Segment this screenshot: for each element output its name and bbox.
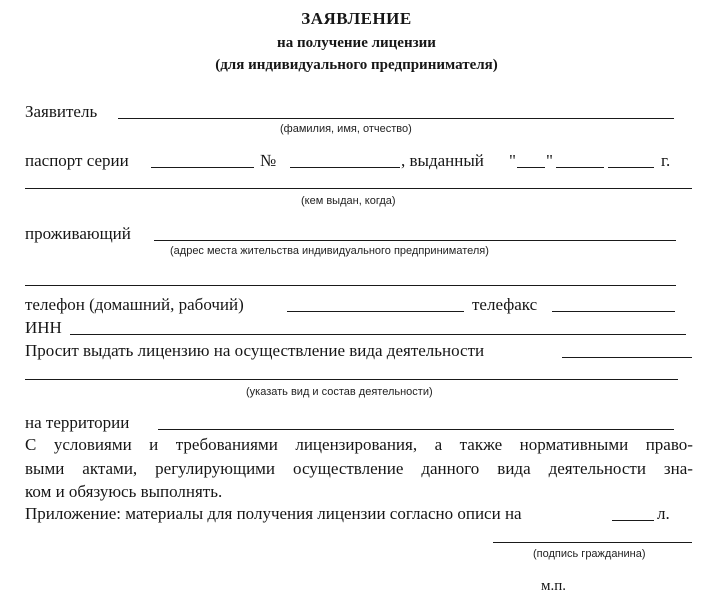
- year-suffix: г.: [661, 151, 671, 170]
- word: лицензирования,: [295, 435, 418, 454]
- word: регулирующими: [155, 459, 276, 478]
- stamp-label: м.п.: [541, 578, 567, 594]
- inn-field[interactable]: [70, 334, 686, 335]
- phone-label: телефон (домашний, рабочий): [25, 295, 244, 314]
- signature-field[interactable]: [493, 542, 692, 543]
- residence-caption: (адрес места жительства индивидуального предпринимателя): [170, 245, 489, 257]
- document-subtitle-2: (для индивидуального предпринимателя): [215, 57, 498, 73]
- quote-open: ": [509, 151, 516, 170]
- conditions-line-2: [25, 460, 693, 477]
- issue-day-field[interactable]: [517, 167, 545, 168]
- issue-month-field[interactable]: [556, 167, 604, 168]
- inn-label: ИНН: [25, 318, 62, 337]
- word: С: [25, 435, 37, 454]
- document-title: ЗАЯВЛЕНИЕ: [301, 9, 412, 28]
- word: выми: [25, 459, 65, 478]
- word: право-: [645, 435, 693, 454]
- attachment-text: Приложение: материалы для получения лицензии согласно описи на: [25, 504, 522, 523]
- attachment-pages-field[interactable]: [612, 520, 654, 521]
- word: данного: [421, 459, 480, 478]
- activity-field[interactable]: [562, 357, 692, 358]
- word: осуществление: [293, 459, 404, 478]
- word: деятельности: [548, 459, 646, 478]
- passport-series-label: паспорт серии: [25, 151, 129, 170]
- phone-field[interactable]: [287, 311, 464, 312]
- fax-label: телефакс: [472, 295, 538, 314]
- passport-number-field[interactable]: [290, 167, 400, 168]
- word: вида: [497, 459, 531, 478]
- passport-caption: (кем выдан, когда): [301, 195, 396, 207]
- territory-label: на территории: [25, 413, 130, 432]
- word: зна-: [663, 459, 693, 478]
- issue-year-field[interactable]: [608, 167, 654, 168]
- applicant-name-field[interactable]: [118, 118, 674, 119]
- word: нормативными: [519, 435, 629, 454]
- residence-address-field[interactable]: [154, 240, 676, 241]
- word: требованиями: [175, 435, 278, 454]
- passport-series-field[interactable]: [151, 167, 254, 168]
- fax-field[interactable]: [552, 311, 675, 312]
- activity-caption: (указать вид и состав деятельности): [246, 386, 433, 398]
- document-subtitle: на получение лицензии: [277, 35, 436, 51]
- word: также: [459, 435, 503, 454]
- passport-number-label: №: [260, 151, 277, 170]
- request-text: Просит выдать лицензию на осуществление вида деятельности: [25, 341, 485, 360]
- signature-caption: (подпись гражданина): [533, 548, 646, 560]
- activity-field-2[interactable]: [25, 379, 678, 380]
- residence-label: проживающий: [25, 224, 131, 243]
- conditions-line-1: [25, 436, 693, 453]
- quote-close: ": [546, 151, 553, 170]
- passport-issued-label: , выданный: [401, 151, 484, 170]
- passport-issuer-field[interactable]: [25, 188, 692, 189]
- attachment-suffix: л.: [657, 504, 670, 523]
- conditions-line-3: ком и обязуюсь выполнять.: [25, 482, 223, 501]
- word: и: [149, 435, 159, 454]
- word: а: [434, 435, 443, 454]
- applicant-caption: (фамилия, имя, отчество): [280, 123, 412, 135]
- word: условиями: [53, 435, 132, 454]
- territory-field[interactable]: [158, 429, 674, 430]
- word: актами,: [82, 459, 138, 478]
- residence-address-field-2[interactable]: [25, 285, 676, 286]
- applicant-label: Заявитель: [25, 102, 98, 121]
